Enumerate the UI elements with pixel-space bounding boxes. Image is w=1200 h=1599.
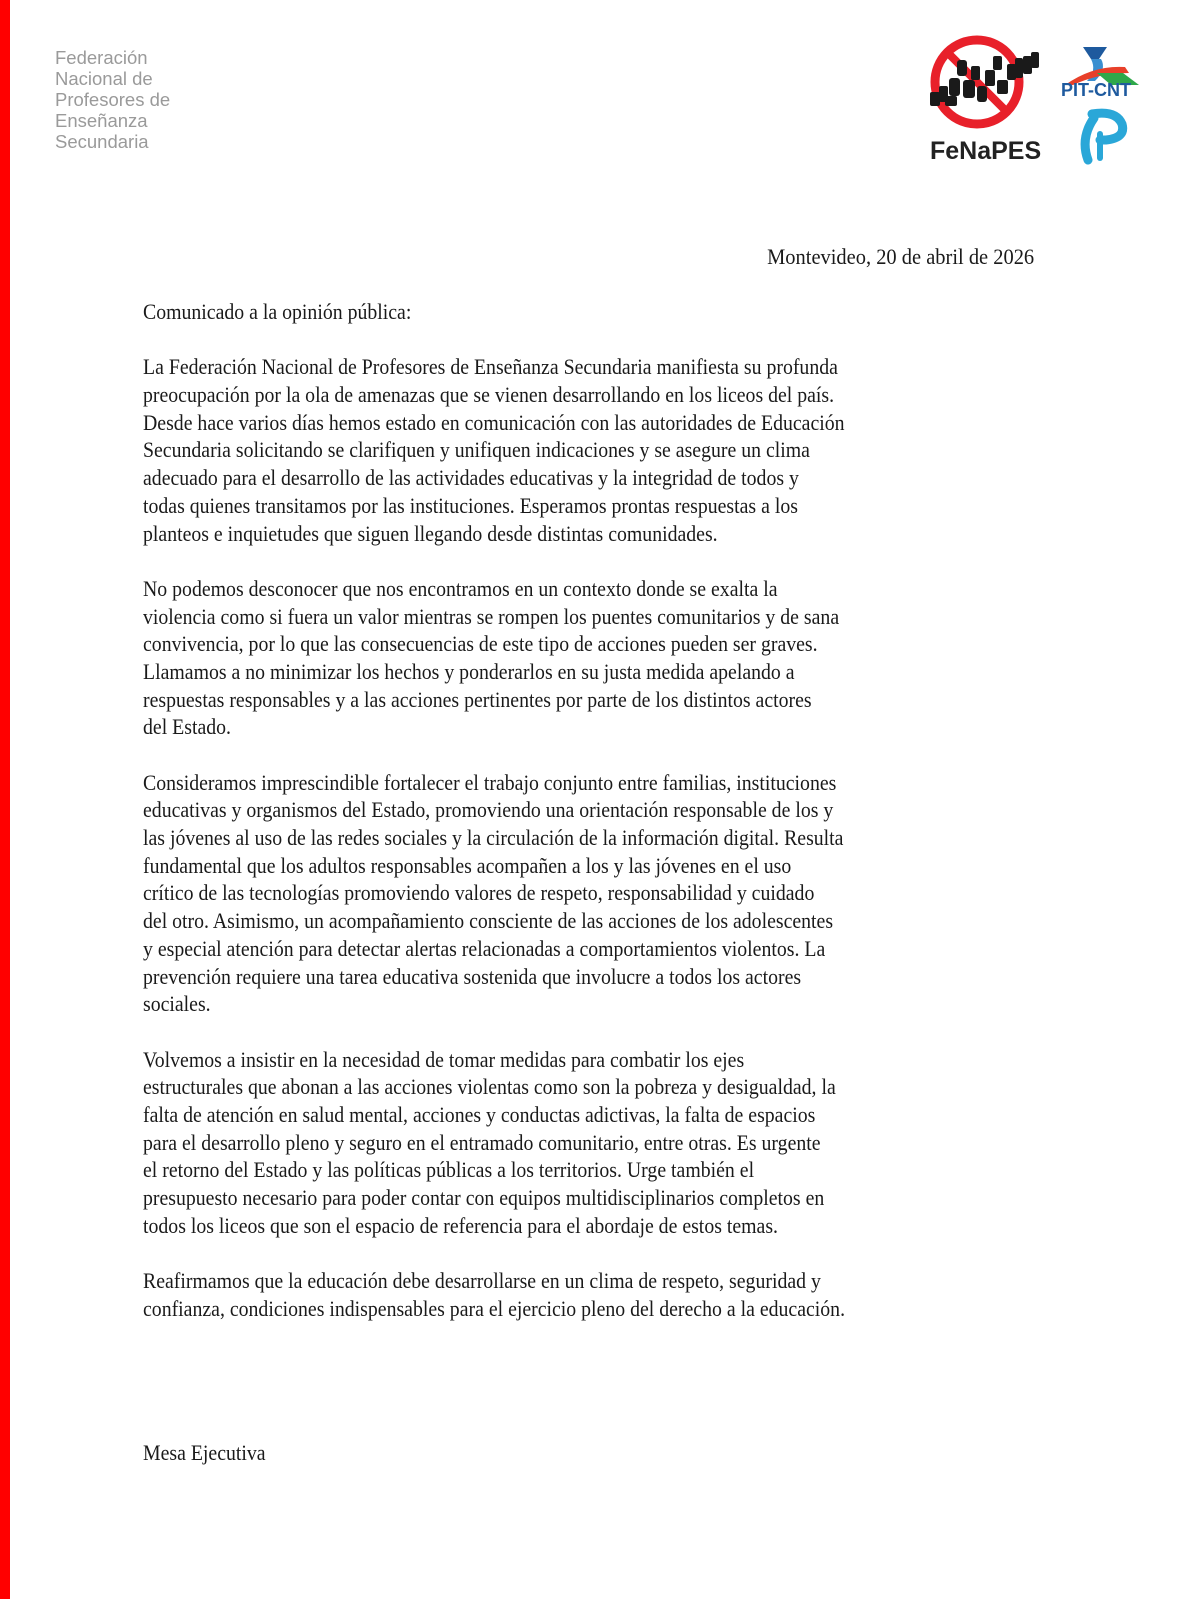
paragraph-line: del otro. Asimismo, un acompañamiento consciente de las acciones de los adolescentes [143, 908, 834, 934]
paragraph-line: prevención requiere una tarea educativa sostenida que involucre a todos los actores [143, 963, 802, 989]
paragraph-line: violencia como si fuera un valor mientras se rompen los puentes comunitarios y de sana [143, 603, 840, 629]
paragraph-line: presupuesto necesario para poder contar con equipos multidisciplinarios completos en [143, 1185, 825, 1210]
paragraph [143, 769, 1043, 1018]
fenapes-logo-text: FeNaPES [930, 137, 1042, 165]
paragraph-line: No podemos desconocer que nos encontramos en un contexto donde se exalta la [143, 575, 778, 601]
organization-name [55, 47, 170, 152]
paragraph-line: sociales. [143, 991, 211, 1017]
organization-name-line: Secundaria [55, 131, 149, 152]
paragraph-line: todos los liceos que son el espacio de referencia para el abordaje de estos temas. [143, 1212, 779, 1238]
paragraph-line: todas quienes transitamos por las instituciones. Esperamos prontas respuestas a los [143, 492, 798, 518]
paragraph-line: las jóvenes al uso de las redes sociales y la circulación de la información digital. Resulta [143, 825, 844, 851]
letter-date: Montevideo, 20 de abril de 2026 [766, 244, 1034, 269]
letter-body [143, 298, 1043, 1350]
paragraph-line: crítico de las tecnologías promoviendo valores de respeto, responsabilidad y cuidado [143, 880, 815, 906]
letter-signature: Mesa Ejecutiva [143, 1440, 266, 1465]
logos-group [925, 30, 1145, 170]
paragraph-line: preocupación por la ola de amenazas que se vienen desarrollando en los liceos del país. [143, 382, 835, 408]
paragraph-line: para el desarrollo pleno y seguro en el entramado comunitario, entre otras. Es urgente [143, 1129, 821, 1155]
paragraph-line: del Estado. [143, 714, 231, 740]
pitcnt-logo-text: PIT-CNT [1061, 80, 1131, 100]
letter-greeting: Comunicado a la opinión pública: [143, 299, 412, 324]
paragraph-line: Secundaria solicitando se clarifiquen y unifiquen indicaciones y se asegure un clima [143, 437, 810, 463]
paragraph-line: adecuado para el desarrollo de las actividades educativas y la integridad de todos y [143, 465, 799, 491]
paragraph-line: Reafirmamos que la educación debe desarrollarse en un clima de respeto, seguridad y [143, 1268, 821, 1294]
paragraph-line: confianza, condiciones indispensables para el ejercicio pleno del derecho a la educación. [143, 1295, 846, 1321]
paragraph-line: educativas y organismos del Estado, promoviendo una orientación responsable de los y [143, 797, 834, 823]
paragraph-line: Consideramos imprescindible fortalecer el trabajo conjunto entre familias, instituciones [143, 769, 837, 795]
paragraph-line: y especial atención para detectar alertas relacionadas a comportamientos violentos. La [143, 935, 826, 961]
paragraph-line: fundamental que los adultos responsables acompañen a los y las jóvenes en el uso [143, 852, 792, 878]
organization-name-line: Nacional de [55, 68, 153, 89]
ip-logo-icon [1070, 108, 1130, 166]
paragraph-line: Volvemos a insistir en la necesidad de tomar medidas para combatir los ejes [143, 1046, 745, 1072]
red-side-bar [0, 0, 10, 1599]
paragraph-line: estructurales que abonan a las acciones violentas como son la pobreza y desigualdad, la [143, 1074, 836, 1100]
paragraph-line: el retorno del Estado y las políticas públicas a los territorios. Urge también el [143, 1157, 755, 1183]
paragraph-line: planteos e inquietudes que siguen llegando desde distintas comunidades. [143, 520, 718, 546]
organization-name-line: Profesores de [55, 89, 171, 110]
organization-name-line: Federación [55, 47, 148, 68]
paragraph-line: convivencia, por lo que las consecuencias de este tipo de acciones pueden ser graves. [143, 631, 818, 657]
paragraph-line: Llamamos a no minimizar los hechos y ponderarlos en su justa medida apelando a [143, 658, 795, 684]
paragraph [143, 1046, 1043, 1240]
organization-name-line: Enseñanza [55, 110, 148, 131]
paragraph [143, 1267, 1043, 1322]
paragraph-line: respuestas responsables y a las acciones pertinentes por parte de los distintos actores [143, 686, 812, 712]
paragraph [143, 575, 1043, 741]
paragraph-line: La Federación Nacional de Profesores de Enseñanza Secundaria manifiesta su profunda [143, 354, 838, 380]
paragraph [143, 353, 1043, 547]
paragraph-line: falta de atención en salud mental, acciones y conductas adictivas, la falta de espacios [143, 1101, 816, 1127]
paragraph-line: Desde hace varios días hemos estado en comunicación con las autoridades de Educación [143, 409, 845, 435]
